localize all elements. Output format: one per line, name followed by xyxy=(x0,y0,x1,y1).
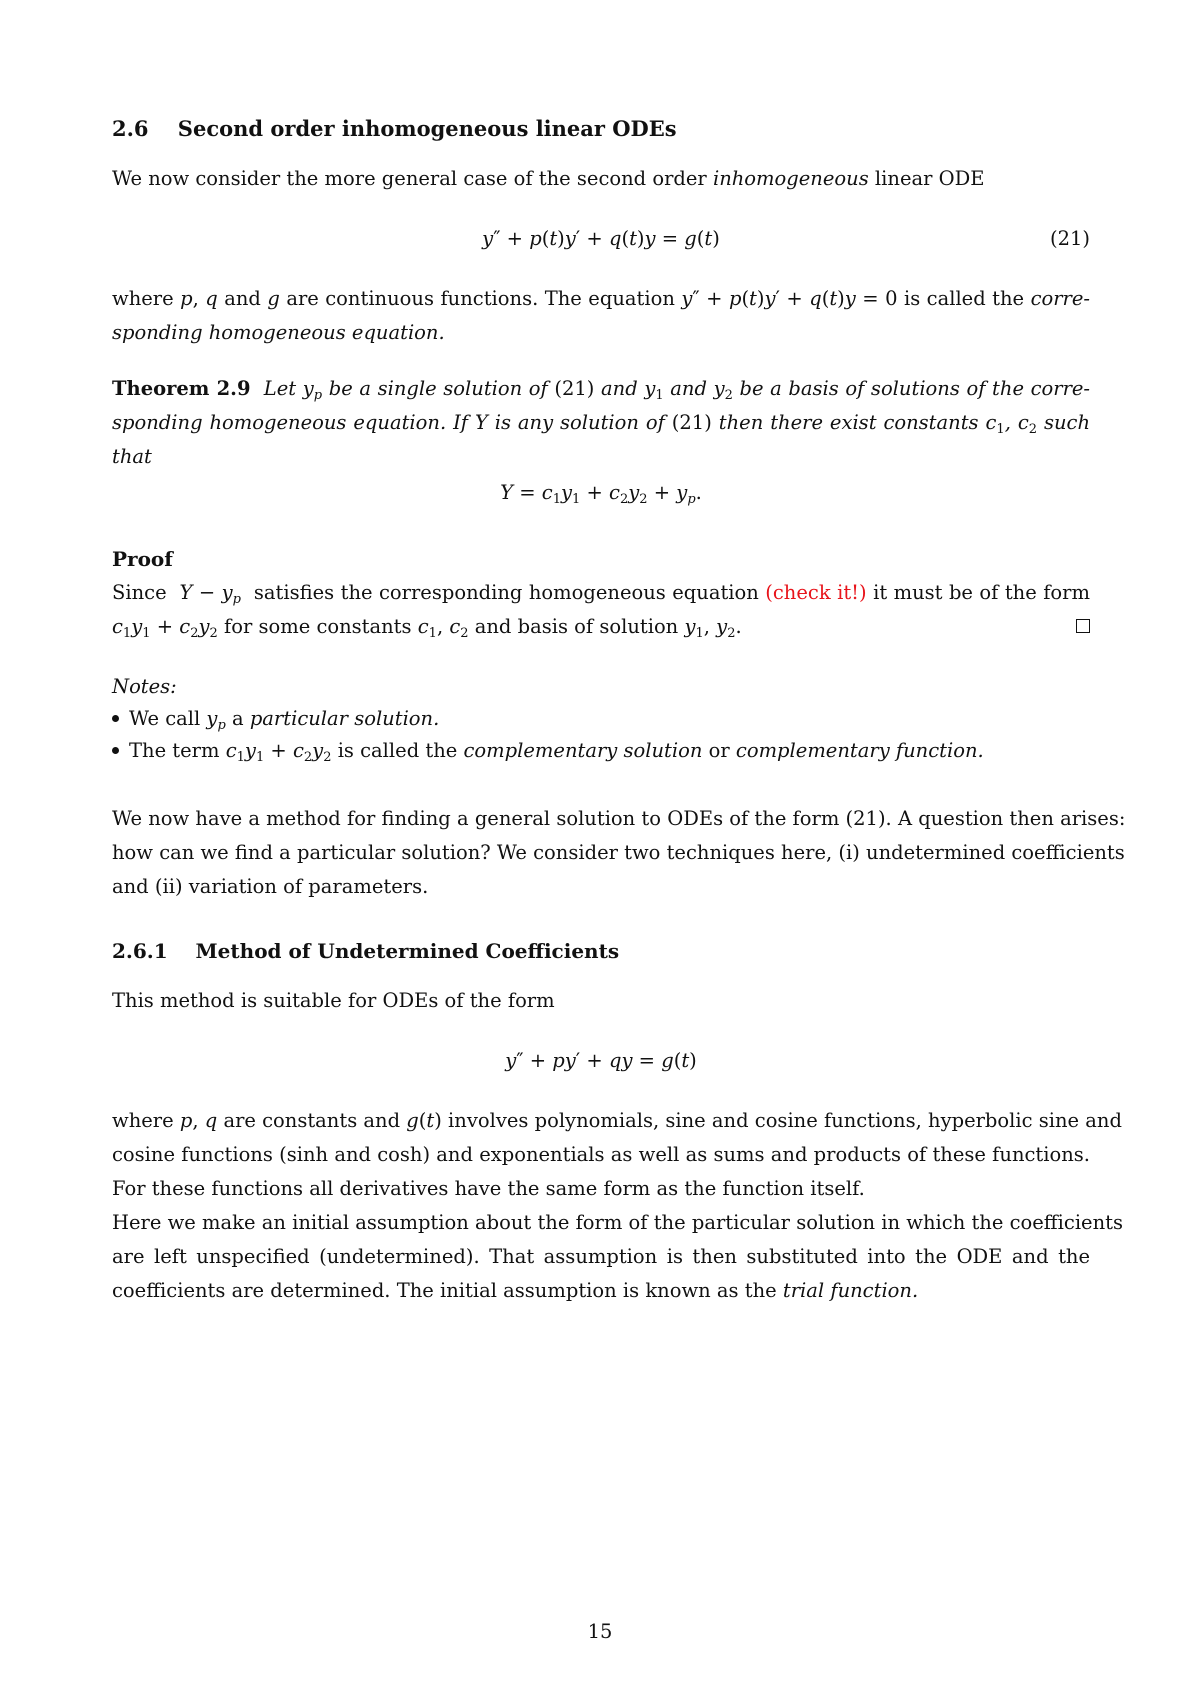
check-it-link[interactable]: (check it!) xyxy=(765,581,867,604)
notes-heading: Notes: xyxy=(112,675,177,698)
theorem-label: Theorem 2.9 xyxy=(112,377,251,400)
qed-square-icon xyxy=(1076,619,1090,633)
subsection-title: Method of Undetermined Coefficients xyxy=(195,939,620,963)
theorem-equation: $Y = c_1y_1 + c_2y_2 + y_p$. xyxy=(500,481,702,507)
page-number: 15 xyxy=(587,1620,613,1643)
list-item: We call $y_p$ a particular solution. xyxy=(112,702,1090,736)
section-title: Second order inhomogeneous linear ODEs xyxy=(177,116,677,141)
bullet-icon xyxy=(112,747,119,754)
document-page: 2.6 Second order inhomogeneous linear ODEs We now consider the more general case of the second order inhomogeneous linear ODE y″ + p(t)y′ + q(t)y = g(t) (21) where p, q and g are continuous functions. The equation y″ + p(t)y′ + q(t)y = 0 is called the corre- sponding homogeneous equation. Theorem 2.9 Let $y_p$ be a single solution of (21) and $y_1$ and $y_2$ be a basis of solutions of the corre- sponding homogeneous equation. If Y is any solution of (21) then there exist constants $c_1$, $c_2$ such that $Y = c_1y_1 + c_2y_2 + y_p$. Proof Since $Y - y_p$ satisfies the corresponding homogeneous equation (check it!) it must be of the form $c_1y_1 + c_2y_2$ for some constants $c_1$, $c_2$ and basis of solution $y_1$, $y_2$. Notes: We call $y_p$ a particular solution. The term $c_1y_1 + c_2y_2$ is called the complementary solution or complementary function. We now have a method for finding a general solution to ODEs of the form (21). A question then arises: how can we find a particular solution? We consider two techniques here, (i) undetermined coefficients and (ii) variation of parameters. 2.6.1 Method of Undetermined Coefficients This method is suitable for ODEs of the form y″ + py′ + qy = g(t) where p, q are constants and g(t) involves polynomials, sine and cosine functions, hyperbolic sine and cosine functions (sinh and cosh) and exponentials as well as sums and products of these functions. For these functions all derivatives have the same form as the function itself. Here we make an initial assumption about the form of the particular solution in which the coefficients are left unspecified (undetermined). That assumption is then substituted into the ODE and the coefficients are determined. The initial assumption is known as the trial function. 15 xyxy=(0,0,1200,1698)
section-number: 2.6 xyxy=(112,116,149,141)
list-item: The term $c_1y_1 + c_2y_2$ is called the complementary solution or complementary function. xyxy=(112,734,1090,768)
bullet-icon xyxy=(112,715,119,722)
subsection-number: 2.6.1 xyxy=(112,939,168,963)
proof-heading: Proof xyxy=(112,547,173,571)
equation-number: (21) xyxy=(1049,227,1090,250)
